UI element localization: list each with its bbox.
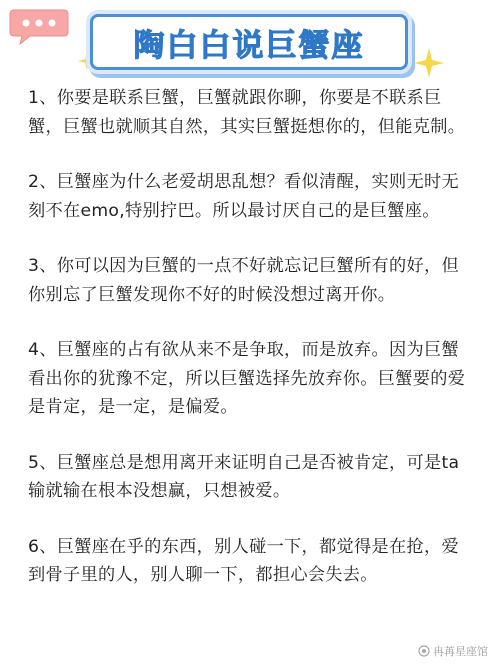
paragraph-1: 1、你要是联系巨蟹，巨蟹就跟你聊，你要是不联系巨蟹，巨蟹也就顺其自然，其实巨蟹挺想你的，但能克制。 bbox=[28, 88, 466, 137]
header bbox=[0, 0, 500, 82]
watermark-text: 冉苒星座馆 bbox=[433, 645, 488, 658]
paragraph-4: 4、巨蟹座的占有欲从来不是争取，而是放弃。因为巨蟹看出你的犹豫不定，所以巨蟹选择先放弃你。巨蟹要的爱是肯定，是一定，是偏爱。 bbox=[28, 340, 466, 417]
page-title: 陶白白说巨蟹座 bbox=[133, 27, 365, 64]
speech-bubble-icon bbox=[8, 6, 70, 46]
paragraph-3: 3、你可以因为巨蟹的一点不好就忘记巨蟹所有的好，但你别忘了巨蟹发现你不好的时候没想过离开你。 bbox=[28, 256, 459, 305]
content bbox=[28, 84, 474, 617]
paragraph-6: 6、巨蟹座在乎的东西，别人碰一下，都觉得是在抢，爱到骨子里的人，别人聊一下，都担心会失去。 bbox=[28, 536, 459, 585]
watermark-logo-icon bbox=[418, 645, 430, 657]
title-box bbox=[90, 14, 408, 70]
paragraph-5: 5、巨蟹座总是想用离开来证明自己是否被肯定，可是ta输就输在根本没想赢，只想被爱。 bbox=[28, 452, 460, 501]
watermark bbox=[418, 643, 488, 659]
paragraph-2: 2、巨蟹座为什么老爱胡思乱想？看似清醒，实则无时无刻不在emo,特别拧巴。所以最讨厌自己的是巨蟹座。 bbox=[28, 172, 459, 221]
sparkle-icon bbox=[414, 48, 444, 78]
